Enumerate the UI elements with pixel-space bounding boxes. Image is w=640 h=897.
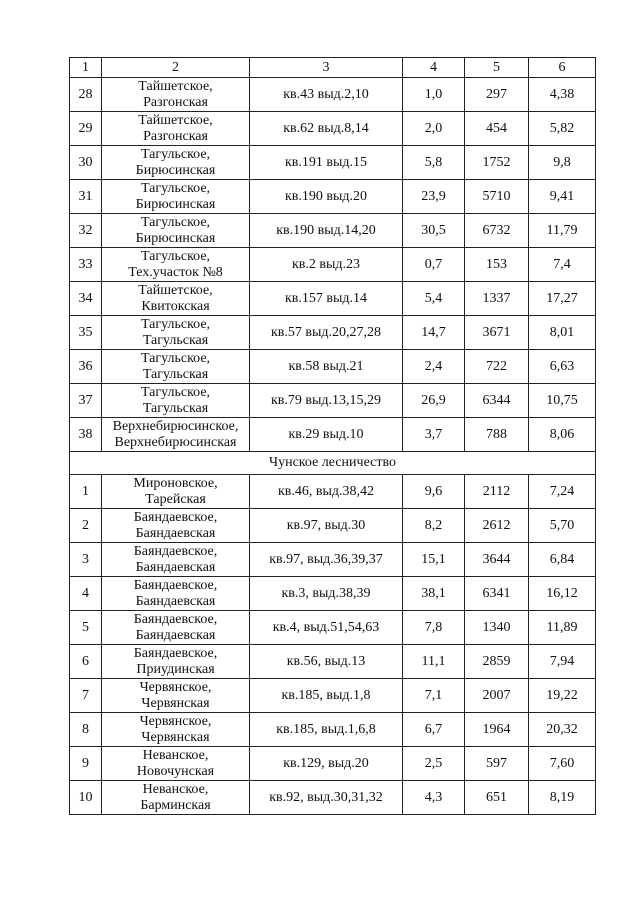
table-row (70, 350, 596, 384)
forestry-district-cell (102, 350, 250, 384)
forestry-district-cell (102, 384, 250, 418)
quarter-plot-location: кв.97, выд.30 (250, 509, 403, 543)
forestry-district-cell (102, 180, 250, 214)
column-number-6: 6 (529, 58, 596, 78)
section-name: Квитокская (141, 298, 210, 314)
column-6-value: 7,94 (529, 645, 596, 679)
district-name: Тагульское, (140, 350, 211, 366)
quarter-plot-location: кв.157 выд.14 (250, 282, 403, 316)
table-row (70, 475, 596, 509)
column-4-value: 1,0 (403, 78, 465, 112)
forestry-district-cell (102, 418, 250, 452)
table-row (70, 747, 596, 781)
table-row (70, 316, 596, 350)
column-6-value: 17,27 (529, 282, 596, 316)
column-6-value: 5,82 (529, 112, 596, 146)
row-number: 28 (70, 78, 102, 112)
section-name: Бирюсинская (135, 196, 216, 212)
quarter-plot-location: кв.191 выд.15 (250, 146, 403, 180)
district-name: Тайшетское, (138, 112, 213, 128)
column-4-value: 2,0 (403, 112, 465, 146)
column-5-value: 153 (465, 248, 529, 282)
district-name: Баяндаевское, (133, 543, 218, 559)
row-number: 30 (70, 146, 102, 180)
row-number: 3 (70, 543, 102, 577)
table-row (70, 384, 596, 418)
forestry-district-cell (102, 543, 250, 577)
column-6-value: 9,41 (529, 180, 596, 214)
forestry-district-cell (102, 78, 250, 112)
column-6-value: 10,75 (529, 384, 596, 418)
quarter-plot-location: кв.46, выд.38,42 (250, 475, 403, 509)
table-row (70, 645, 596, 679)
column-5-value: 2612 (465, 509, 529, 543)
section-name: Червянская (141, 695, 210, 711)
forestry-district-cell (102, 146, 250, 180)
table-row (70, 713, 596, 747)
district-name: Червянское, (139, 713, 212, 729)
column-6-value: 8,06 (529, 418, 596, 452)
column-5-value: 5710 (465, 180, 529, 214)
row-number: 4 (70, 577, 102, 611)
forestry-district-cell (102, 248, 250, 282)
forestry-district-cell (102, 214, 250, 248)
district-name: Червянское, (139, 679, 212, 695)
section-name: Тагульская (142, 400, 209, 416)
column-4-value: 26,9 (403, 384, 465, 418)
row-number: 35 (70, 316, 102, 350)
column-6-value: 11,79 (529, 214, 596, 248)
column-6-value: 7,4 (529, 248, 596, 282)
table-row (70, 180, 596, 214)
section-name: Тарейская (145, 491, 206, 507)
row-number: 32 (70, 214, 102, 248)
section-name: Тагульская (142, 366, 209, 382)
section-name: Червянская (141, 729, 210, 745)
table-row (70, 146, 596, 180)
quarter-plot-location: кв.3, выд.38,39 (250, 577, 403, 611)
column-5-value: 2007 (465, 679, 529, 713)
column-6-value: 6,84 (529, 543, 596, 577)
section-name: Бирюсинская (135, 230, 216, 246)
column-4-value: 7,1 (403, 679, 465, 713)
column-4-value: 6,7 (403, 713, 465, 747)
column-6-value: 4,38 (529, 78, 596, 112)
table-row (70, 418, 596, 452)
section-name: Новочунская (136, 763, 215, 779)
district-name: Баяндаевское, (133, 509, 218, 525)
column-4-value: 0,7 (403, 248, 465, 282)
row-number: 6 (70, 645, 102, 679)
column-5-value: 6341 (465, 577, 529, 611)
section-name: Разгонская (143, 128, 208, 144)
row-number: 38 (70, 418, 102, 452)
table-row (70, 611, 596, 645)
section-name: Разгонская (143, 94, 208, 110)
district-name: Тагульское, (140, 384, 211, 400)
column-5-value: 1964 (465, 713, 529, 747)
column-4-value: 15,1 (403, 543, 465, 577)
section-name: Тагульская (142, 332, 209, 348)
column-5-value: 1337 (465, 282, 529, 316)
column-4-value: 8,2 (403, 509, 465, 543)
quarter-plot-location: кв.129, выд.20 (250, 747, 403, 781)
forestry-district-cell (102, 316, 250, 350)
row-number: 31 (70, 180, 102, 214)
column-6-value: 9,8 (529, 146, 596, 180)
forestry-district-cell (102, 713, 250, 747)
quarter-plot-location: кв.185, выд.1,6,8 (250, 713, 403, 747)
section-name: Барминская (140, 797, 211, 813)
table-row (70, 679, 596, 713)
column-6-value: 11,89 (529, 611, 596, 645)
column-number-1: 1 (70, 58, 102, 78)
row-number: 36 (70, 350, 102, 384)
column-5-value: 297 (465, 78, 529, 112)
row-number: 9 (70, 747, 102, 781)
column-5-value: 3671 (465, 316, 529, 350)
column-number-4: 4 (403, 58, 465, 78)
table-row (70, 781, 596, 815)
district-name: Верхнебирюсинское, (112, 418, 239, 434)
column-4-value: 4,3 (403, 781, 465, 815)
column-6-value: 7,60 (529, 747, 596, 781)
column-5-value: 651 (465, 781, 529, 815)
district-name: Неванское, (142, 747, 209, 763)
section-name: Баяндаевская (135, 525, 216, 541)
district-name: Баяндаевское, (133, 645, 218, 661)
column-number-2: 2 (102, 58, 250, 78)
column-5-value: 1752 (465, 146, 529, 180)
row-number: 5 (70, 611, 102, 645)
district-name: Тагульское, (140, 214, 211, 230)
row-number: 8 (70, 713, 102, 747)
column-6-value: 8,01 (529, 316, 596, 350)
quarter-plot-location: кв.58 выд.21 (250, 350, 403, 384)
table-row (70, 214, 596, 248)
column-6-value: 8,19 (529, 781, 596, 815)
forestry-district-cell (102, 679, 250, 713)
column-5-value: 1340 (465, 611, 529, 645)
table-row (70, 112, 596, 146)
column-5-value: 2859 (465, 645, 529, 679)
column-4-value: 2,4 (403, 350, 465, 384)
district-name: Тагульское, (140, 248, 211, 264)
row-number: 7 (70, 679, 102, 713)
section-name: Бирюсинская (135, 162, 216, 178)
column-5-value: 597 (465, 747, 529, 781)
district-name: Тагульское, (140, 146, 211, 162)
table-row (70, 543, 596, 577)
quarter-plot-location: кв.2 выд.23 (250, 248, 403, 282)
column-4-value: 23,9 (403, 180, 465, 214)
quarter-plot-location: кв.4, выд.51,54,63 (250, 611, 403, 645)
column-6-value: 6,63 (529, 350, 596, 384)
quarter-plot-location: кв.190 выд.20 (250, 180, 403, 214)
table-row (70, 282, 596, 316)
column-number-5: 5 (465, 58, 529, 78)
section-name: Верхнебирюсинская (114, 434, 237, 450)
column-5-value: 6344 (465, 384, 529, 418)
column-4-value: 30,5 (403, 214, 465, 248)
column-4-value: 14,7 (403, 316, 465, 350)
section-name: Приудинская (136, 661, 215, 677)
table-row (70, 248, 596, 282)
quarter-plot-location: кв.29 выд.10 (250, 418, 403, 452)
column-4-value: 3,7 (403, 418, 465, 452)
quarter-plot-location: кв.92, выд.30,31,32 (250, 781, 403, 815)
district-name: Тагульское, (140, 180, 211, 196)
district-name: Тайшетское, (138, 78, 213, 94)
section-row (70, 452, 596, 475)
section-name: Баяндаевская (135, 627, 216, 643)
forestry-district-cell (102, 577, 250, 611)
column-4-value: 11,1 (403, 645, 465, 679)
column-5-value: 6732 (465, 214, 529, 248)
column-6-value: 20,32 (529, 713, 596, 747)
column-5-value: 454 (465, 112, 529, 146)
column-number-3: 3 (250, 58, 403, 78)
column-5-value: 3644 (465, 543, 529, 577)
section-name: Тех.участок №8 (128, 264, 223, 280)
forestry-district-cell (102, 282, 250, 316)
row-number: 29 (70, 112, 102, 146)
district-name: Тагульское, (140, 316, 211, 332)
quarter-plot-location: кв.57 выд.20,27,28 (250, 316, 403, 350)
row-number: 37 (70, 384, 102, 418)
forest-plots-table (69, 57, 596, 815)
quarter-plot-location: кв.79 выд.13,15,29 (250, 384, 403, 418)
forestry-district-cell (102, 611, 250, 645)
forestry-district-cell (102, 645, 250, 679)
column-number-header-row (70, 58, 596, 78)
district-name: Баяндаевское, (133, 577, 218, 593)
table-row (70, 577, 596, 611)
column-4-value: 5,4 (403, 282, 465, 316)
column-5-value: 2112 (465, 475, 529, 509)
quarter-plot-location: кв.97, выд.36,39,37 (250, 543, 403, 577)
column-4-value: 5,8 (403, 146, 465, 180)
column-6-value: 5,70 (529, 509, 596, 543)
column-4-value: 38,1 (403, 577, 465, 611)
table-body (70, 58, 596, 815)
column-4-value: 7,8 (403, 611, 465, 645)
quarter-plot-location: кв.62 выд.8,14 (250, 112, 403, 146)
column-6-value: 7,24 (529, 475, 596, 509)
column-4-value: 9,6 (403, 475, 465, 509)
table-row (70, 509, 596, 543)
row-number: 34 (70, 282, 102, 316)
forestry-district-cell (102, 747, 250, 781)
row-number: 1 (70, 475, 102, 509)
forestry-district-cell (102, 781, 250, 815)
row-number: 10 (70, 781, 102, 815)
district-name: Баяндаевское, (133, 611, 218, 627)
section-name: Баяндаевская (135, 593, 216, 609)
forestry-district-cell (102, 509, 250, 543)
quarter-plot-location: кв.56, выд.13 (250, 645, 403, 679)
column-6-value: 16,12 (529, 577, 596, 611)
district-name: Неванское, (142, 781, 209, 797)
row-number: 2 (70, 509, 102, 543)
forestry-district-cell (102, 112, 250, 146)
column-4-value: 2,5 (403, 747, 465, 781)
table-row (70, 78, 596, 112)
quarter-plot-location: кв.185, выд.1,8 (250, 679, 403, 713)
column-6-value: 19,22 (529, 679, 596, 713)
district-name: Мироновское, (133, 475, 218, 491)
district-name: Тайшетское, (138, 282, 213, 298)
quarter-plot-location: кв.43 выд.2,10 (250, 78, 403, 112)
section-name: Баяндаевская (135, 559, 216, 575)
section-title: Чунское лесничество (70, 452, 596, 475)
column-5-value: 722 (465, 350, 529, 384)
forestry-district-cell (102, 475, 250, 509)
quarter-plot-location: кв.190 выд.14,20 (250, 214, 403, 248)
row-number: 33 (70, 248, 102, 282)
column-5-value: 788 (465, 418, 529, 452)
